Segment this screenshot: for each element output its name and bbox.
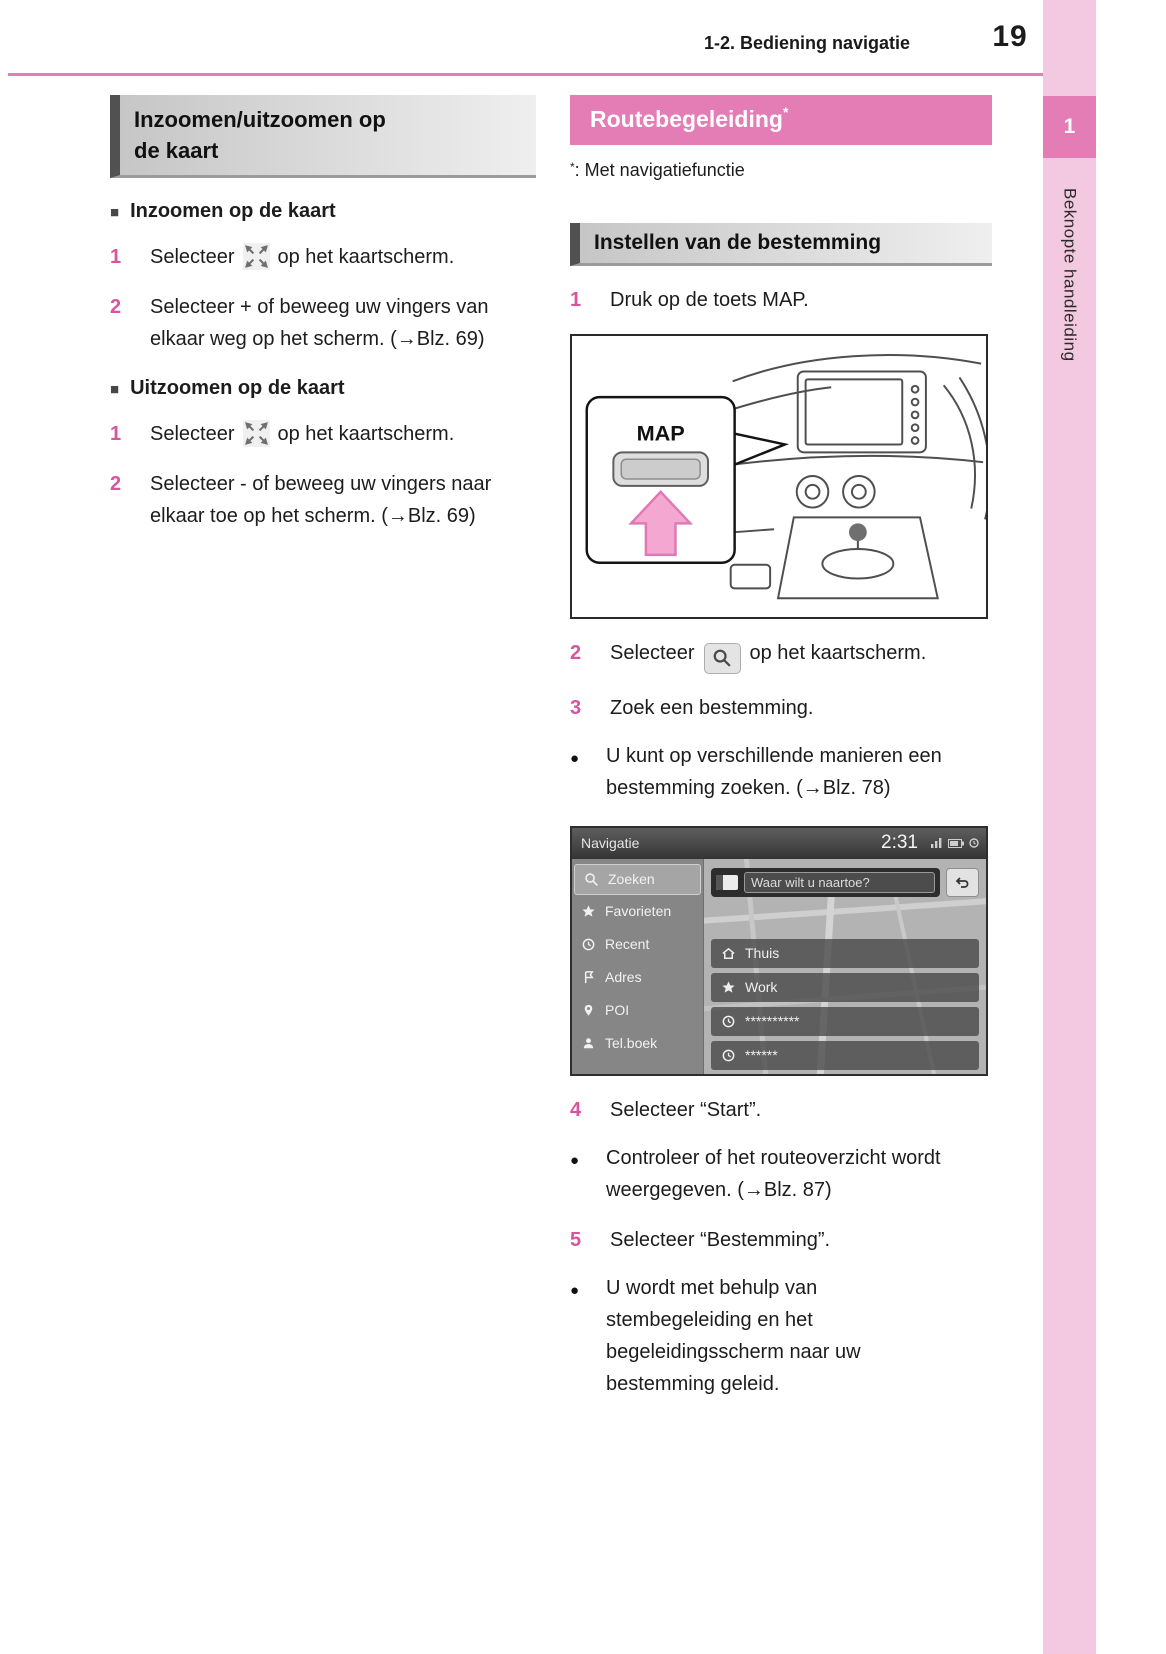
header-rule (8, 73, 1096, 76)
shortcut-work: Work (711, 973, 979, 1002)
footnote-marker: * (782, 104, 789, 120)
step-number: 1 (110, 423, 122, 445)
zoom-arrows-icon (243, 420, 270, 447)
step-number: 4 (570, 1098, 582, 1121)
chapter-label: Beknopte handleiding (1060, 188, 1080, 362)
header-section-title: 1-2. Bediening navigatie (703, 33, 910, 53)
section-title-line1: Inzoomen/uitzoomen op (134, 107, 386, 132)
step-destination-2 (570, 637, 992, 674)
square-bullet-icon: ■ (110, 381, 120, 398)
nav-map-area (704, 859, 986, 1074)
nav-app-title: Navigatie (581, 835, 640, 851)
address-icon (581, 970, 596, 985)
step-zoom-out-1 (110, 418, 536, 450)
menu-item-search: Zoeken (574, 864, 701, 895)
bullet-icon: ● (570, 749, 580, 767)
note-route-overview: ● Controleer of het routeoverzicht wordt weergegeven. (→Blz. 87) (570, 1142, 992, 1206)
footnote: *: Met navigatiefunctie (570, 160, 745, 180)
shortcut-home: Thuis (711, 939, 979, 968)
star-icon (721, 980, 736, 995)
right-column (570, 95, 992, 1400)
bullet-icon: ● (570, 1151, 580, 1169)
step-number: 1 (110, 246, 122, 268)
square-bullet-icon: ■ (110, 204, 120, 221)
nav-body (572, 859, 986, 1074)
dashboard-screen (798, 371, 926, 452)
step-zoom-out-2 (110, 468, 536, 532)
step-text: Selecteer “Bestemming”. (610, 1228, 831, 1251)
navigation-screen-figure (570, 826, 988, 1076)
heading-zoom-in (110, 200, 536, 223)
back-button (946, 868, 979, 897)
section-title-route-guidance: Routebegeleiding* (570, 95, 992, 145)
search-icon (704, 643, 741, 674)
section-title-zoom (110, 95, 536, 178)
step-text: Selecteer “Start”. (610, 1098, 762, 1121)
menu-item-phonebook: Tel.boek (572, 1027, 704, 1060)
step-zoom-in-1 (110, 241, 536, 273)
step-number: 2 (110, 296, 122, 318)
nav-status-icons (931, 838, 979, 848)
dashboard-figure (570, 334, 988, 619)
step-destination-3 (570, 692, 992, 724)
subsection-title-destination: Instellen van de bestemming (570, 223, 992, 266)
step-text: Selecteer + of beweeg uw vingers van elkaar weg op het scherm. (→Blz. 69) (150, 296, 489, 350)
step-destination-5 (570, 1224, 992, 1256)
chapter-tab: 1 (1043, 96, 1096, 158)
step-number: 1 (570, 289, 582, 311)
map-button-callout (587, 397, 785, 563)
search-icon (584, 872, 599, 887)
star-icon (581, 904, 596, 919)
step-text: Selecteer op het kaartscherm. (610, 637, 926, 674)
menu-item-favorites: Favorieten (572, 895, 704, 928)
person-icon (581, 1036, 596, 1051)
step-text: Druk op de toets MAP. (610, 289, 809, 311)
menu-item-address: Adres (572, 961, 704, 994)
poi-pin-icon (581, 1003, 596, 1018)
heading-zoom-in-text: Inzoomen op de kaart (130, 200, 336, 222)
step-text: Selecteer - of beweeg uw vingers naar elkaar toe op het scherm. (→Blz. 69) (150, 473, 492, 527)
home-icon (721, 946, 736, 961)
step-number: 5 (570, 1228, 582, 1251)
gear-shifter-knob (849, 523, 867, 541)
step-destination-4 (570, 1094, 992, 1126)
shortcut-recent-2: ****** (711, 1041, 979, 1070)
menu-item-recent: Recent (572, 928, 704, 961)
clock-icon (721, 1014, 736, 1029)
left-column (110, 95, 536, 532)
note-search-methods: ● U kunt op verschillende manieren een bestemming zoeken. (→Blz. 78) (570, 740, 992, 804)
step-zoom-in-2 (110, 291, 536, 355)
nav-search-field: Waar wilt u naartoe? (744, 872, 935, 893)
section-title-line2: de kaart (134, 138, 219, 163)
step-number: 3 (570, 696, 582, 719)
note-voice-guidance: ● U wordt met behulp van stembegeleiding en het begeleidingsscherm naar uw bestemming geleid. (570, 1272, 992, 1400)
nav-menu (572, 859, 704, 1074)
heading-zoom-out (110, 377, 536, 400)
step-number: 2 (110, 473, 122, 495)
back-arrow-icon (955, 875, 971, 889)
nav-search-bar (711, 868, 940, 897)
shortcut-recent-1: ********** (711, 1007, 979, 1036)
chapter-label-wrap (1043, 188, 1096, 548)
step-text: Zoek een bestemming. (610, 696, 814, 719)
signal-icon (931, 838, 943, 848)
battery-icon (948, 839, 964, 848)
nav-status-bar (572, 828, 986, 859)
step-number: 2 (570, 642, 582, 664)
step-destination-1 (570, 284, 992, 316)
clock-icon (581, 937, 596, 952)
heading-zoom-out-text: Uitzoomen op de kaart (130, 377, 345, 399)
menu-item-poi: POI (572, 994, 704, 1027)
bullet-icon: ● (570, 1281, 580, 1299)
nav-clock: 2:31 (881, 832, 918, 853)
step-text: Selecteer op het kaartscherm. (150, 418, 454, 450)
flag-icon (716, 875, 738, 890)
clock-status-icon (969, 838, 979, 848)
clock-icon (721, 1048, 736, 1063)
page-number: 19 (992, 20, 1028, 53)
map-button-label: MAP (636, 420, 685, 446)
step-text: Selecteer op het kaartscherm. (150, 241, 454, 273)
zoom-arrows-icon (243, 243, 270, 270)
dashboard-illustration (572, 336, 986, 617)
